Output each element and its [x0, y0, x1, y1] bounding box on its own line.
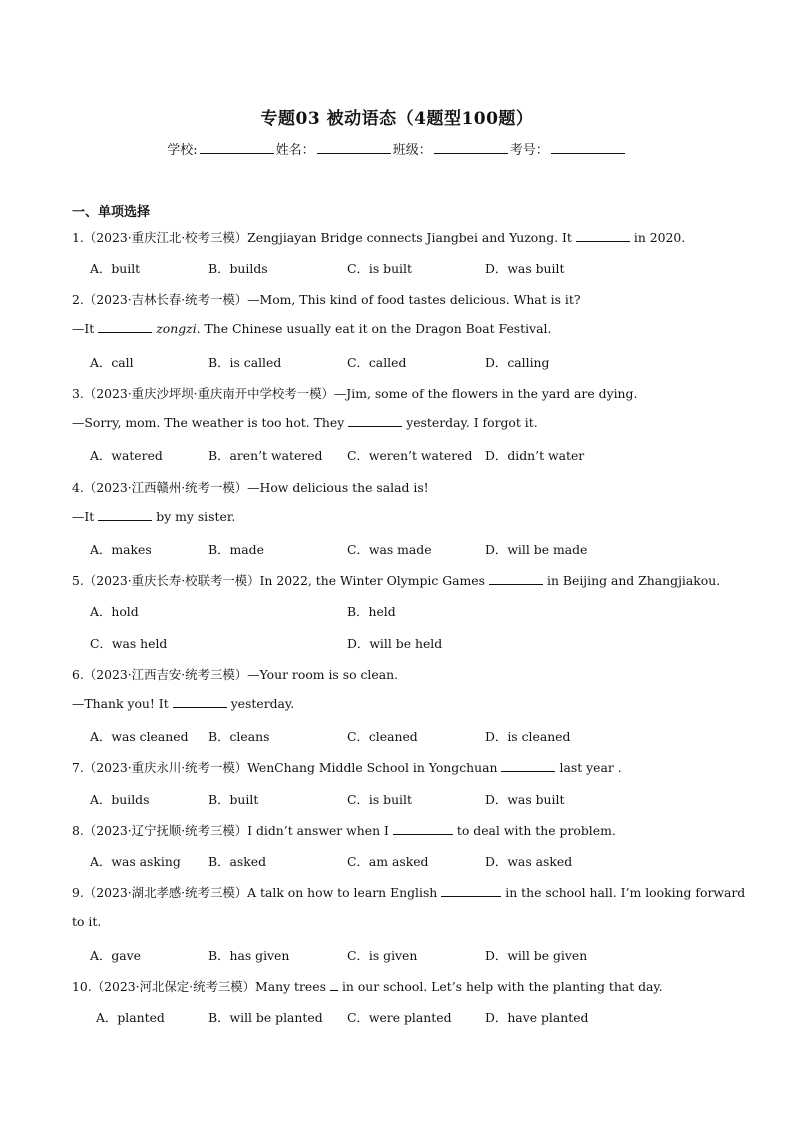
answer-blank [98, 509, 152, 521]
option-c[interactable]: C．was held [90, 636, 168, 651]
option-d[interactable]: D．will be given [485, 948, 588, 963]
option-c[interactable]: C．am asked [347, 854, 429, 869]
option-d[interactable]: D．will be held [347, 636, 443, 651]
question-1: 1.（2023·重庆江北·校考三模）Zengjiayan Bridge connects Jiangbei and Yuzong. It in 2020. [72, 230, 686, 245]
option-c[interactable]: C．is built [347, 792, 412, 807]
answer-blank [330, 979, 338, 991]
option-d[interactable]: D．will be made [485, 542, 588, 557]
option-a[interactable]: A．gave [90, 948, 141, 963]
school-label: 学校: [167, 143, 198, 158]
option-a[interactable]: A．call [90, 355, 134, 370]
answer-blank [393, 823, 453, 835]
question-10: 10.（2023·河北保定·统考三模）Many trees in our school. Let’s help with the planting that day. [72, 979, 663, 994]
option-a[interactable]: A．planted [96, 1010, 165, 1025]
option-c[interactable]: C．weren’t watered [347, 448, 473, 463]
option-a[interactable]: A．watered [90, 448, 163, 463]
option-c[interactable]: C．called [347, 355, 407, 370]
option-b[interactable]: B．aren’t watered [208, 448, 323, 463]
option-b[interactable]: B．has given [208, 948, 290, 963]
answer-blank [576, 230, 630, 242]
option-d[interactable]: D．didn’t water [485, 448, 585, 463]
option-b[interactable]: B．built [208, 792, 259, 807]
question-9-continued: to it. [72, 914, 102, 929]
option-a[interactable]: A．makes [90, 542, 152, 557]
question-3: 3.（2023·重庆沙坪坝·重庆南开中学校考一模）—Jim, some of the flowers in the yard are dying. [72, 386, 638, 401]
page-title: 专题03 被动语态（4题型100题） [260, 109, 534, 129]
option-d[interactable]: D．was built [485, 261, 565, 276]
answer-blank [441, 885, 501, 897]
option-a[interactable]: A．builds [90, 792, 150, 807]
section-heading: 一、单项选择 [72, 205, 151, 220]
answer-blank [348, 415, 402, 427]
answer-blank [98, 321, 152, 333]
option-c[interactable]: C．were planted [347, 1010, 452, 1025]
option-d[interactable]: D．have planted [485, 1010, 589, 1025]
option-a[interactable]: A．hold [90, 604, 139, 619]
class-blank[interactable] [434, 141, 508, 154]
question-4: 4.（2023·江西赣州·统考一模）—How delicious the salad is! [72, 480, 429, 495]
option-b[interactable]: B．held [347, 604, 396, 619]
option-c[interactable]: C．was made [347, 542, 432, 557]
option-b[interactable]: B．cleans [208, 729, 270, 744]
name-blank[interactable] [317, 141, 391, 154]
number-blank[interactable] [551, 141, 625, 154]
option-d[interactable]: D．is cleaned [485, 729, 571, 744]
option-c[interactable]: C．is built [347, 261, 412, 276]
answer-blank [489, 573, 543, 585]
option-d[interactable]: D．was asked [485, 854, 573, 869]
question-9: 9.（2023·湖北孝感·统考三模）A talk on how to learn English in the school hall. I’m looking forward [72, 885, 746, 900]
option-b[interactable]: B．builds [208, 261, 268, 276]
option-b[interactable]: B．will be planted [208, 1010, 323, 1025]
question-6-reply: —Thank you! It yesterday. [72, 696, 295, 711]
question-8: 8.（2023·辽宁抚顺·统考三模）I didn’t answer when I to deal with the problem. [72, 823, 616, 838]
question-6: 6.（2023·江西吉安·统考三模）—Your room is so clean. [72, 667, 399, 682]
option-a[interactable]: A．was cleaned [90, 729, 189, 744]
question-4-reply: —It by my sister. [72, 509, 236, 524]
answer-blank [501, 760, 555, 772]
option-d[interactable]: D．calling [485, 355, 550, 370]
option-c[interactable]: C．is given [347, 948, 418, 963]
option-c[interactable]: C．cleaned [347, 729, 418, 744]
option-a[interactable]: A．was asking [90, 854, 181, 869]
question-7: 7.（2023·重庆永川·统考一模）WenChang Middle School in Yongchuan last year . [72, 760, 622, 775]
option-d[interactable]: D．was built [485, 792, 565, 807]
student-info-line [0, 139, 794, 158]
option-b[interactable]: B．asked [208, 854, 267, 869]
answer-blank [173, 696, 227, 708]
option-b[interactable]: B．made [208, 542, 264, 557]
class-label: 班级： [392, 143, 432, 158]
school-blank[interactable] [200, 141, 274, 154]
question-2: 2.（2023·吉林长春·统考一模）—Mom, This kind of food tastes delicious. What is it? [72, 292, 581, 307]
option-a[interactable]: A．built [90, 261, 141, 276]
question-2-reply: —It zongzi. The Chinese usually eat it on the Dragon Boat Festival. [72, 321, 552, 336]
number-label: 考号： [509, 143, 549, 158]
option-b[interactable]: B．is called [208, 355, 282, 370]
question-5: 5.（2023·重庆长寿·校联考一模）In 2022, the Winter Olympic Games in Beijing and Zhangjiakou. [72, 573, 721, 588]
question-3-reply: —Sorry, mom. The weather is too hot. They yesterday. I forgot it. [72, 415, 538, 430]
name-label: 姓名： [275, 143, 315, 158]
